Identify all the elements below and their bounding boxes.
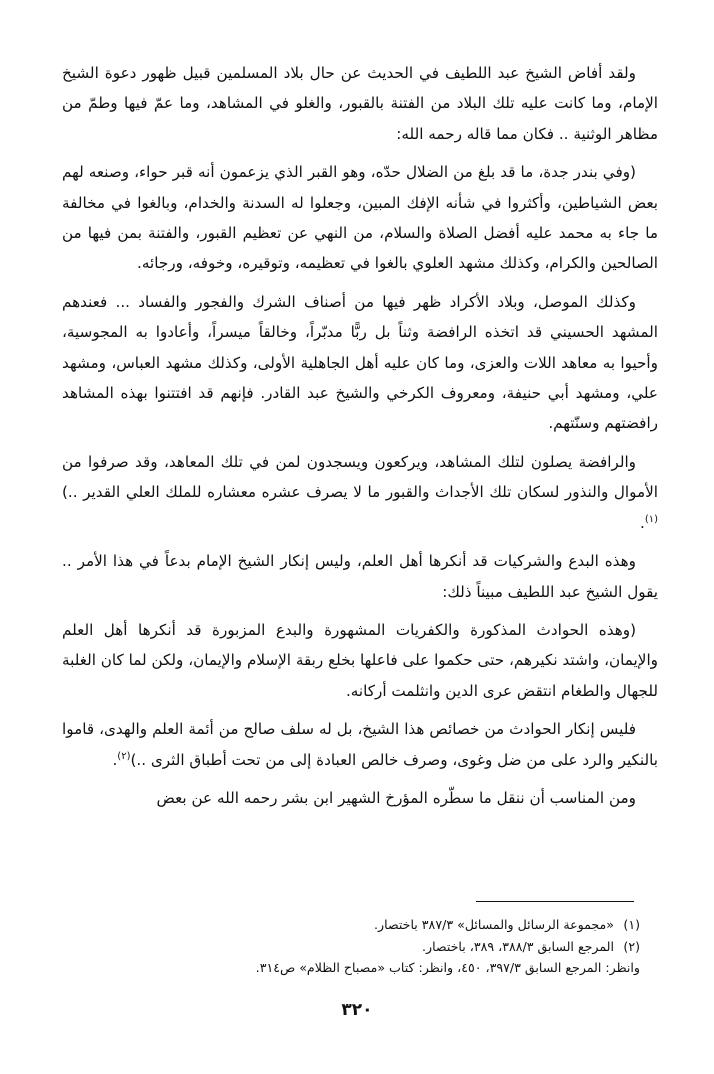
paragraph-scholars-denied [62,546,658,607]
paragraph-1-text: ولقد أفاض الشيخ عبد اللطيف في الحديث عن حال بلاد المسلمين قبيل ظهور دعوة الشيخ الإمام، وما كانت عليه تلك البلاد من الفتنة بالقبور، والغلو في المشاهد، وما عمّ فيها وطمّ من مظاهر الوثنية .. فكان مما قاله رحمه الله: [62,64,658,143]
paragraph-7-text: فليس إنكار الحوادث من خصائص هذا الشيخ، بل له سلف صالح من أئمة العلم والهدى، قاموا بالنكير والرد على من ضل وغوى، وصرف خالص العبادة إلى من تحت أطباق الثرى ..) [62,720,658,769]
paragraph-3-text: وكذلك الموصل، وبلاد الأكراد ظهر فيها من أصناف الشرك والفجور والفساد ... فعندهم المشهد الحسيني قد اتخذه الرافضة وثناً بل ربًّا مدبّراً، وخالقاً ميسراً، وأعادوا به المجوسية، وأحيوا به معاهد اللات والعزى، وما كان عليه أهل الجاهلية الأولى، وكذلك مشهد العباس، ومشهد علي، ومشهد أبي حنيفة، ومعروف الكرخي والشيخ عبد القادر. فإنهم قد افتتنوا بهذه المشاهد رافضتهم وسنّتهم. [62,292,658,433]
footnote-2-continuation-text: وانظر: المرجع السابق ٣٩٧/٣، ٤٥٠، وانظر: كتاب «مصباح الظلام» ص٣١٤. [255,960,640,975]
footnote-1-number: (١) [623,917,640,932]
paragraph-intro [62,58,658,149]
main-text [62,58,658,813]
footnotes [120,914,640,979]
paragraph-8-text: ومن المناسب أن ننقل ما سطّره المؤرخ الشهير ابن بشر رحمه الله عن بعض [156,788,636,807]
footnote-2-number: (٢) [623,938,640,954]
paragraph-quote-predecessors [62,714,658,775]
paragraph-4-text: والرافضة يصلون لتلك المشاهد، ويركعون ويسجدون لمن في تلك المعاهد، وقد صرفوا من الأموال والنذور لسكان تلك الأجداث والقبور ما لا يصرف عشره معشاره للملك العلي القدير ..) [62,452,658,502]
footnote-separator [476,901,634,902]
endnote-mark-1[interactable]: (١) [644,513,658,525]
paragraph-4-tail: . [639,513,645,532]
footnote-2-continuation [120,957,640,979]
paragraph-quote-jeddah [62,157,658,279]
footnote-2-text: المرجع السابق ٣٨٨/٣، ٣٨٩، باختصار. [421,938,614,954]
paragraph-quote-events [62,615,658,706]
paragraph-2-text: (وفي بندر جدة، ما قد بلغ من الضلال حدّه، وهو القبر الذي يزعمون أنه قبر حواء، وصنعه لهم بعض الشياطين، وأكثروا في شأنه الإفك المبين، وجعلوا له السدنة والخدام، وبالغوا في مخالفة ما جاء به محمد عليه أفضل الصلاة والسلام، من النهي عن تعظيم القبور، والفتنة بمن فيها من الصالحين والكرام، وكذلك مشهد العلوي بالغوا في تعظيمه، وتوقيره، وخوفه، ورجائه. [62,163,658,273]
footnote-2 [120,936,640,958]
footnote-1-text: «مجموعة الرسائل والمسائل» ٣٨٧/٣ باختصار. [374,917,614,932]
paragraph-quote-mosul [62,287,658,439]
footnote-1 [120,914,640,936]
endnote-mark-2[interactable]: (٢) [117,750,131,762]
paragraph-6-text: (وهذه الحوادث المذكورة والكفريات المشهورة والبدع المزبورة قد أنكرها أهل العلم والإيمان، واشتد نكيرهم، حتى حكموا على فاعلها بخلع ربقة الإسلام والإيمان، ولكن لما كان الغلبة للجهال والطغام انتقض عرى الدين وانثلمت أركانه. [62,620,658,700]
paragraph-ibn-bishr [62,783,658,813]
paragraph-7-tail: . [112,750,118,769]
paragraph-5-text: وهذه البدع والشركيات قد أنكرها أهل العلم، وليس إنكار الشيخ الإمام بدعاً في هذا الأمر .. يقول الشيخ عبد اللطيف مبيناً ذلك: [62,552,658,601]
page-number: ٣٢٠ [341,1000,373,1020]
paragraph-quote-rafida [62,447,658,538]
